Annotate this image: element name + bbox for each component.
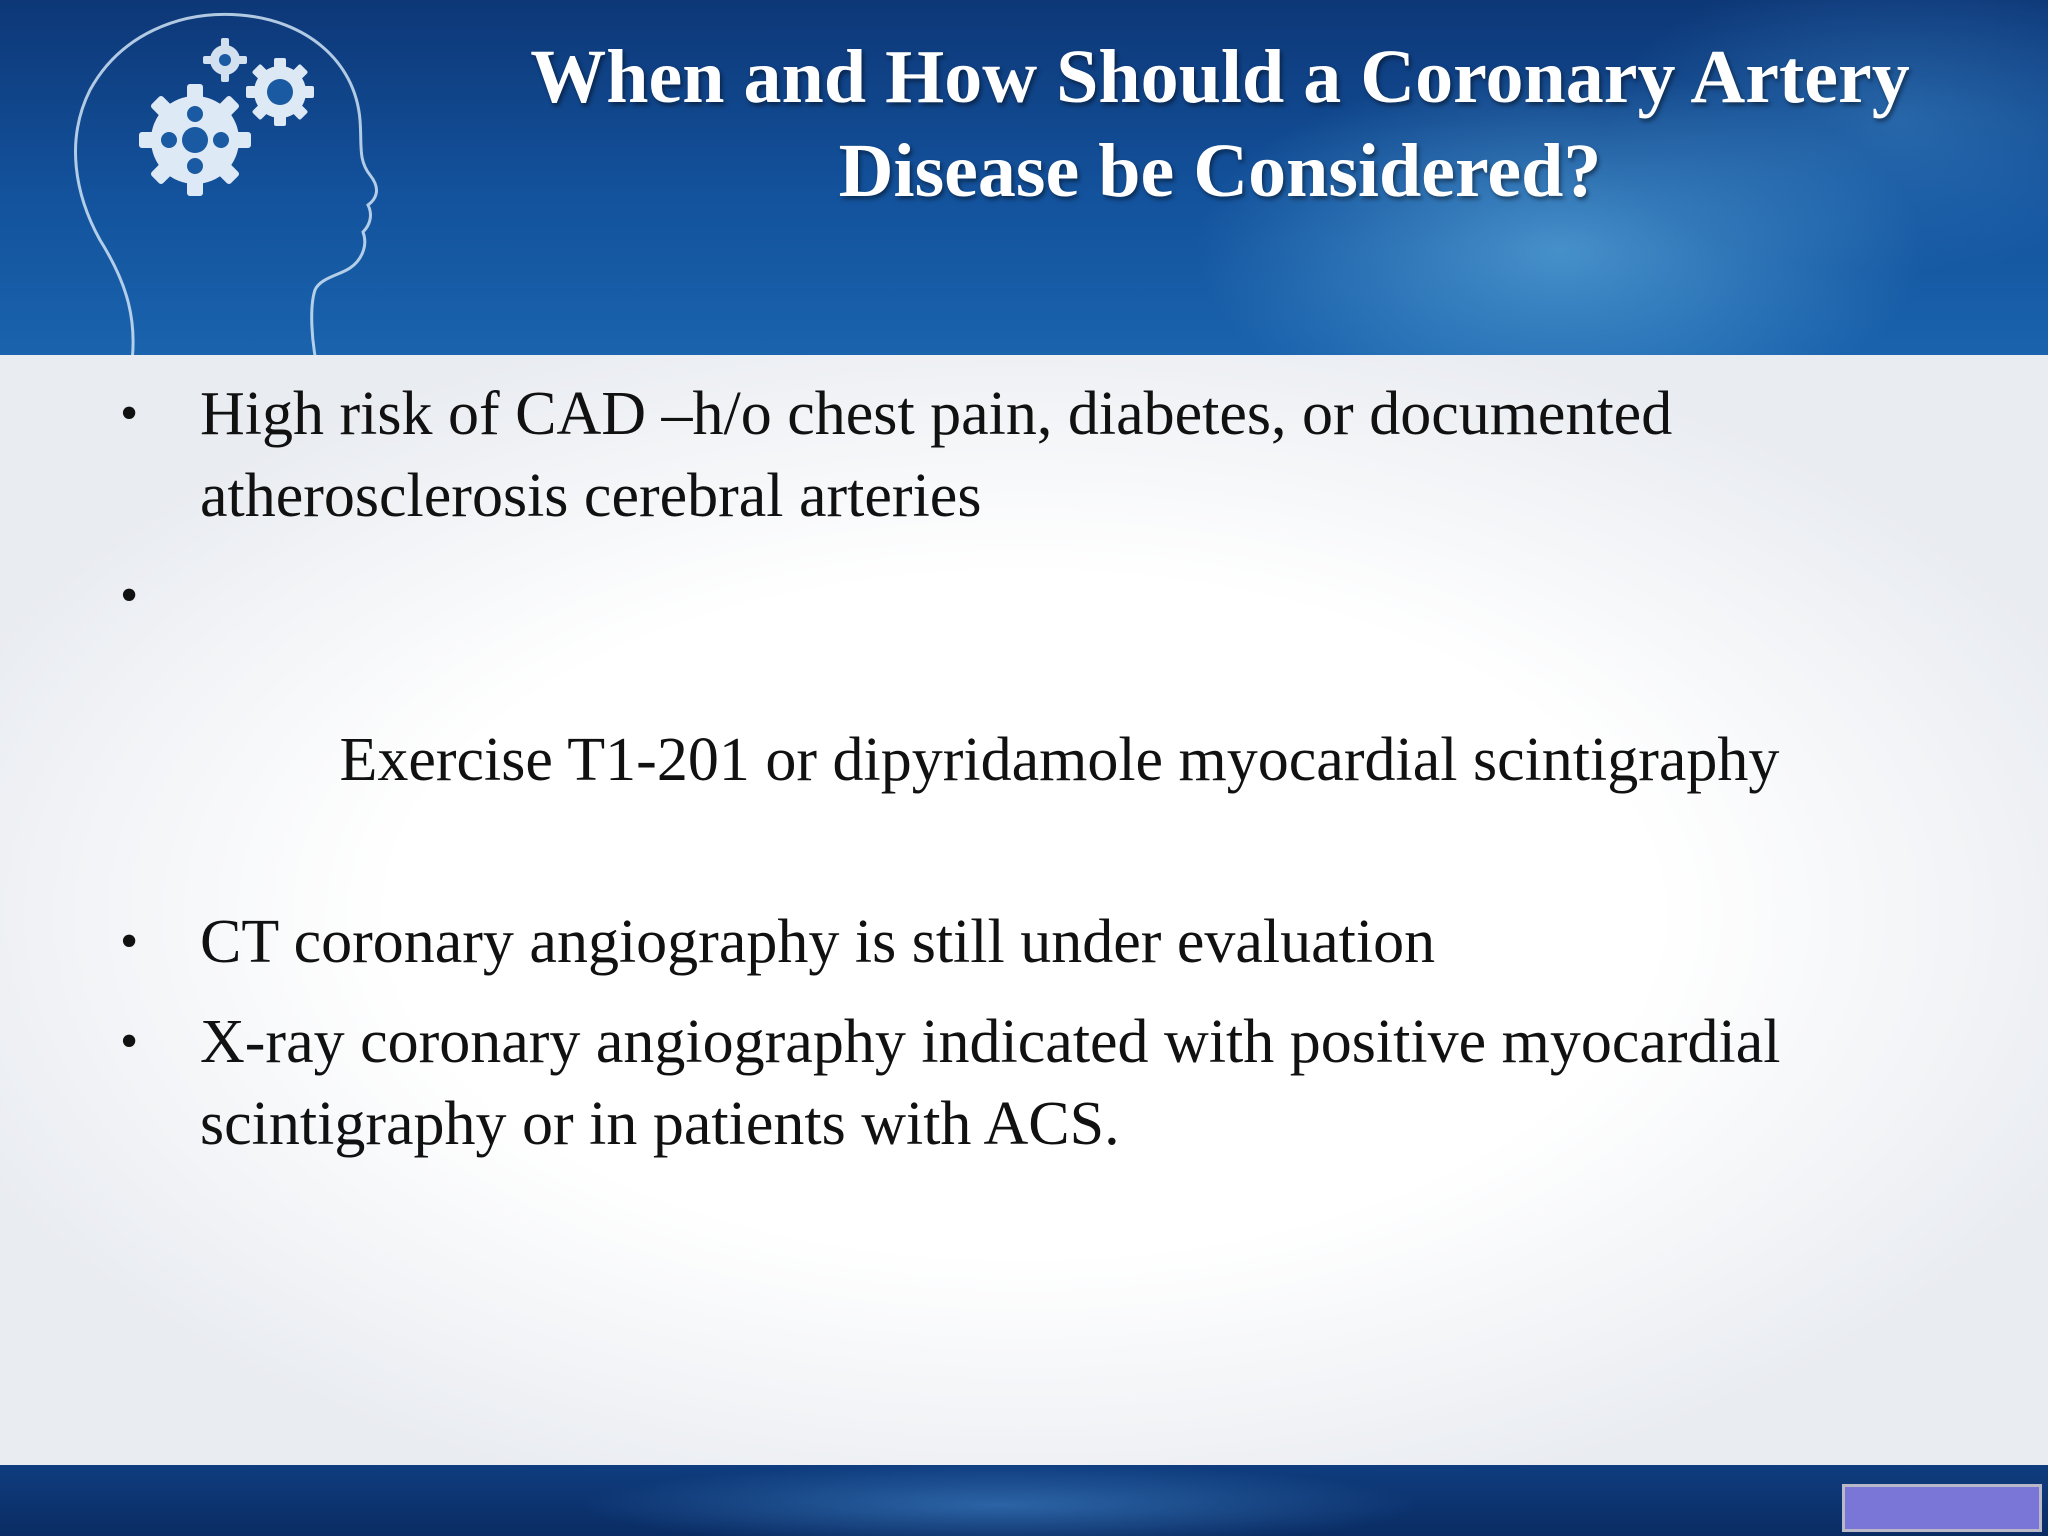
bullet-dot-icon: •	[120, 1013, 139, 1070]
head-with-gears-icon	[70, 0, 400, 380]
bullet-item	[110, 901, 1970, 983]
bullet-dot-icon: •	[120, 567, 139, 624]
bullet-text: Exercise T1-201 or dipyridamole myocardial scintigraphy	[324, 726, 1780, 794]
bullet-item	[110, 1001, 1970, 1165]
bullet-text: X-ray coronary angiography indicated with positive myocardial scintigraphy or in patients with ACS.	[200, 1008, 1781, 1158]
slide-header-banner	[0, 0, 2048, 355]
bullet-item	[110, 373, 1970, 537]
bullet-dot-icon: •	[120, 385, 139, 442]
bullet-list	[110, 373, 1970, 1183]
bullet-text: CT coronary angiography is still under evaluation	[200, 908, 1436, 976]
slide-nav-button[interactable]	[1842, 1484, 2042, 1532]
slide-body	[0, 355, 2048, 1465]
bullet-text: High risk of CAD –h/o chest pain, diabetes, or documented atherosclerosis cerebral arteries	[200, 380, 1673, 530]
bullet-item	[110, 555, 1970, 883]
bullet-dot-icon: •	[120, 913, 139, 970]
slide-title: When and How Should a Coronary Artery Disease be Considered?	[530, 35, 1910, 213]
slide-footer-bar	[0, 1465, 2048, 1536]
